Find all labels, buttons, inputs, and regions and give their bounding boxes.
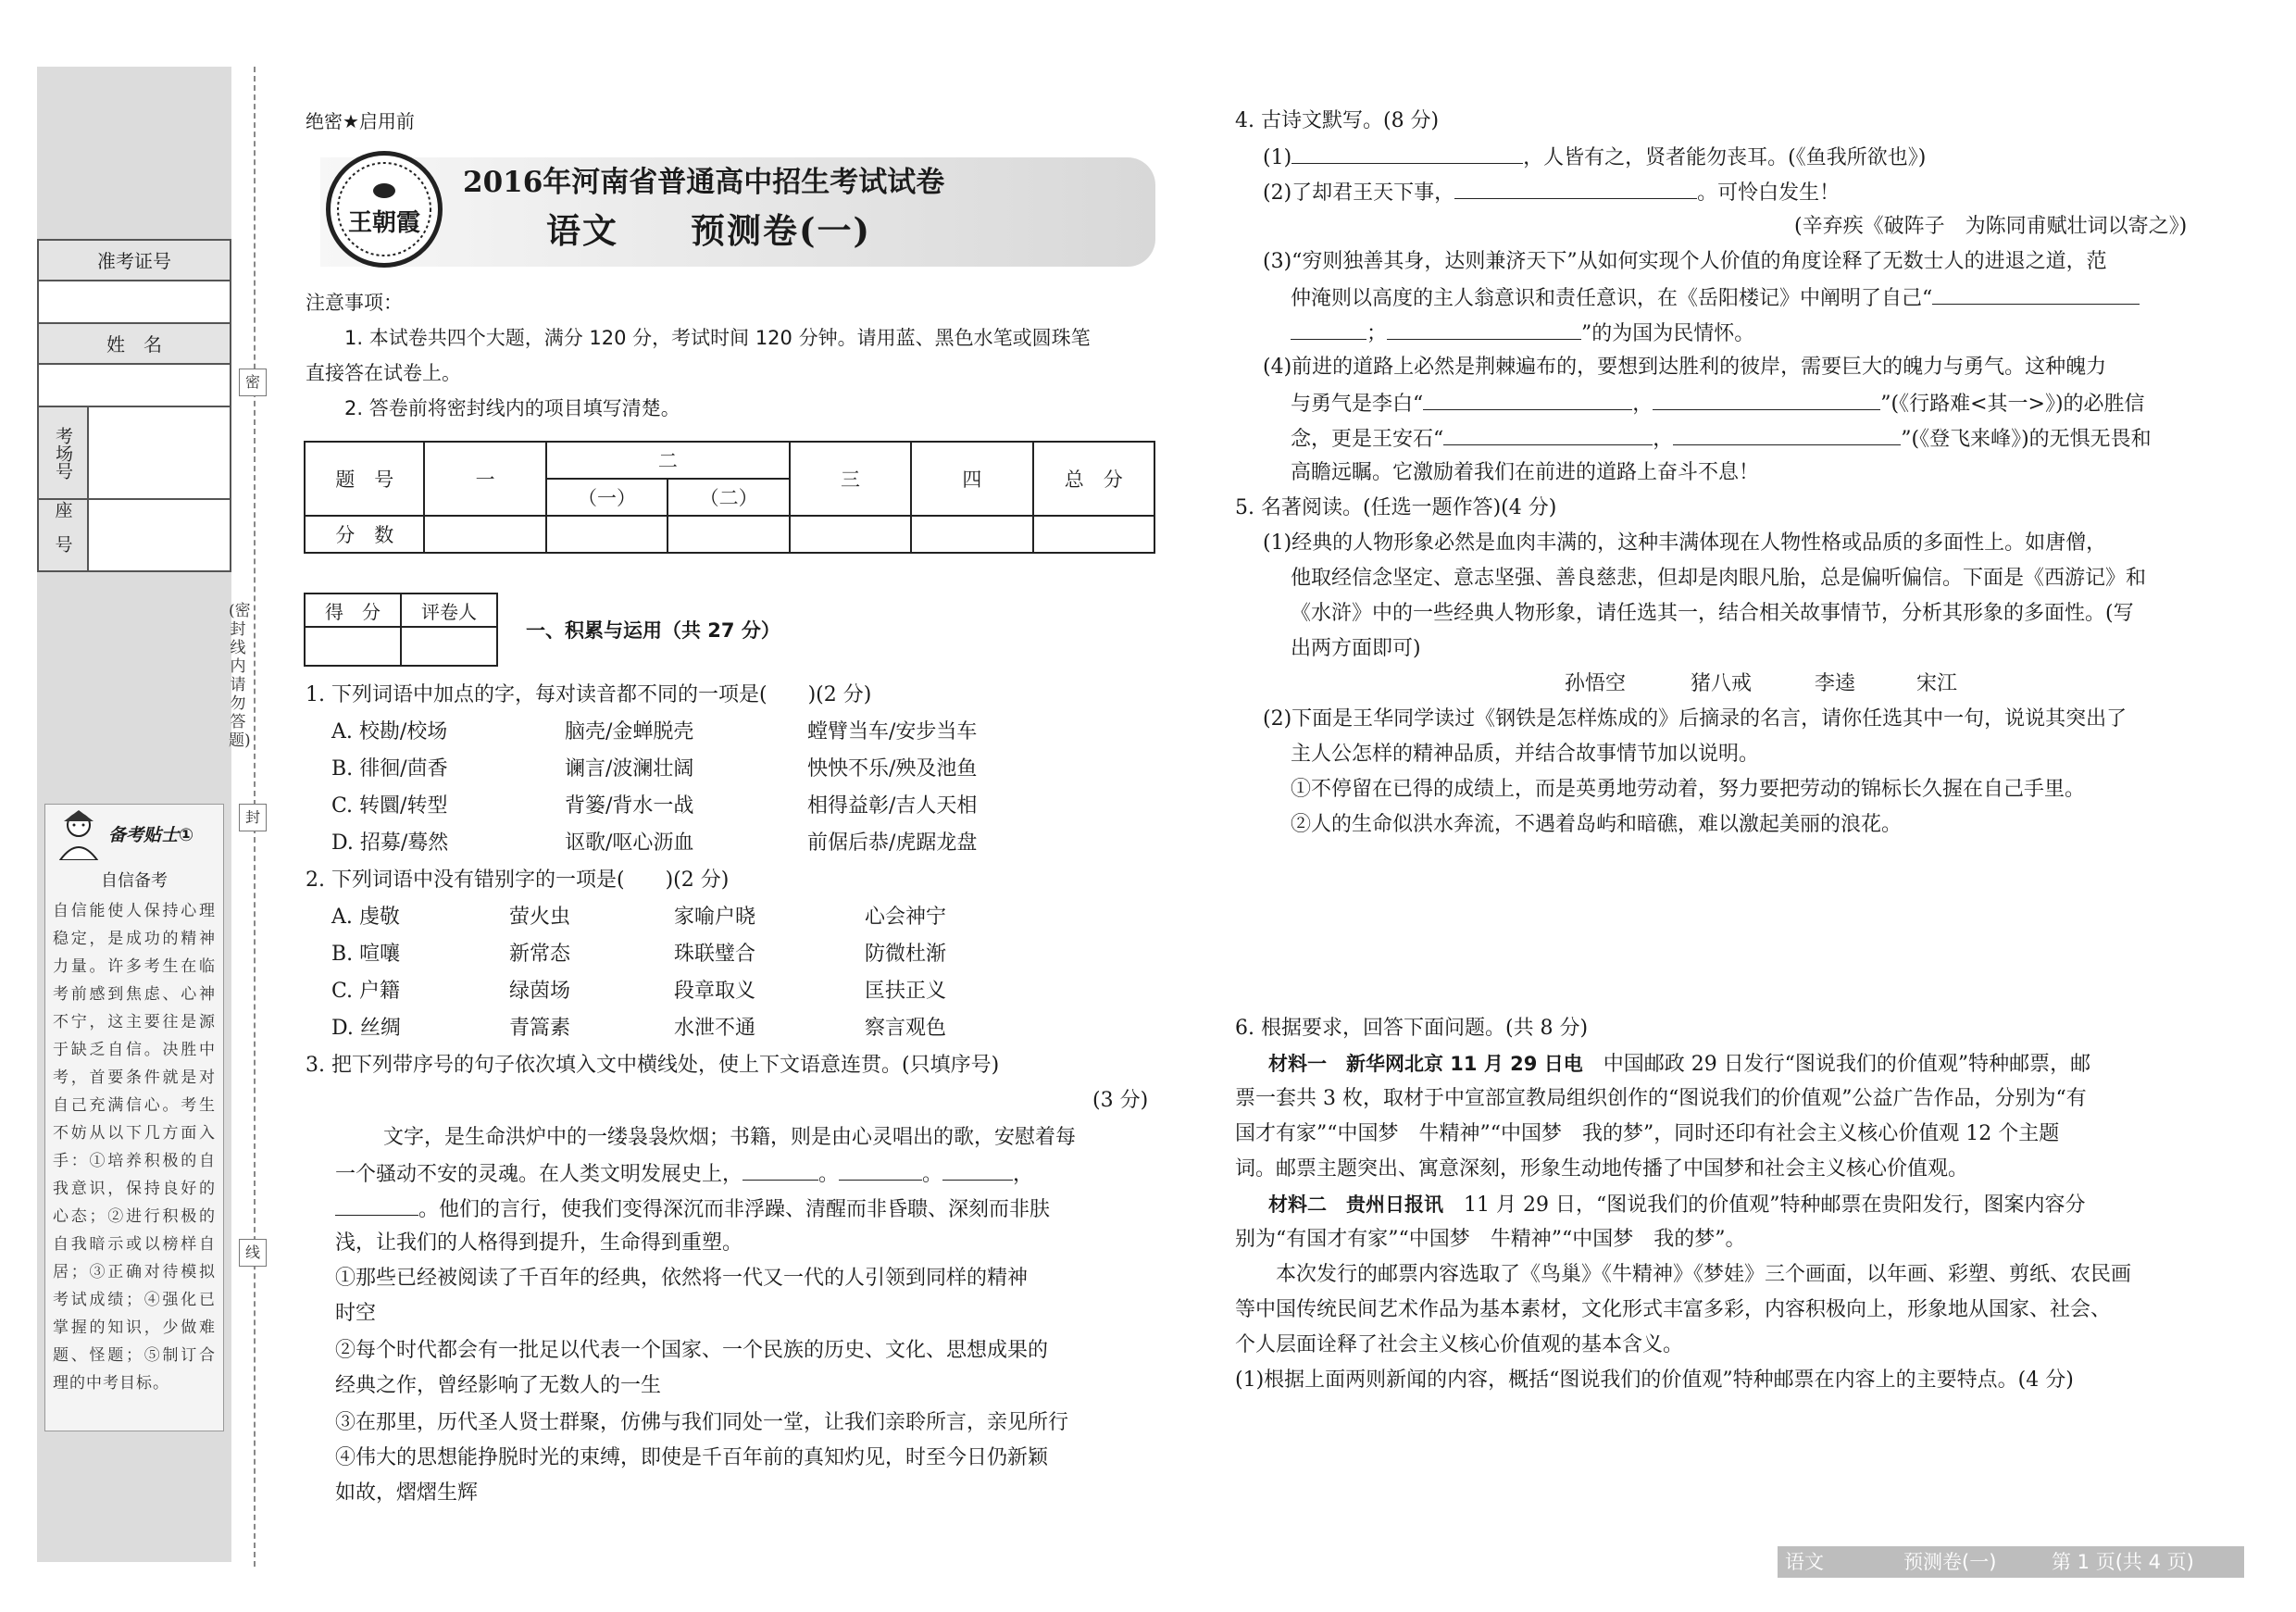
q3-option-4b: 如故，熠熠生辉 [335, 1481, 479, 1505]
q6-m1d: 词。邮票主题突出、寓意深刻，形象生动地传播了中国梦和社会主义核心价值观。 [1235, 1157, 1969, 1181]
q6-m2c: 本次发行的邮票内容选取了《鸟巢》《牛精神》《梦娃》三个画面，以年画、彩塑、剪纸、农民画 [1276, 1263, 2132, 1286]
q2-c-3: 段章取义 [674, 980, 756, 1003]
footer-subject: 语文 [1785, 1551, 1824, 1573]
q3-passage-1: 文字，是生命洪炉中的一缕袅袅炊烟；书籍，则是由心灵唱出的歌，安慰着每 [383, 1126, 1077, 1149]
q4-blank-1[interactable] [1292, 139, 1523, 164]
q6-material-1-tag: 材料一 新华网北京 11 月 29 日电 [1268, 1053, 1583, 1075]
q1-option-b-1: B. 徘徊/茴香 [331, 757, 448, 781]
q4-line-4b-text: 与勇气是李白“ [1291, 393, 1424, 416]
q4-line-2-text: (2)了却君王天下事， [1263, 181, 1455, 205]
q2-c-4: 匡扶正义 [865, 980, 947, 1003]
scholar-mascot-icon [51, 808, 106, 860]
q6-m1b: 票一套共 3 枚，取材于中宣部宣教局组织创作的“图说我们的价值观”公益广告作品，分别为“有 [1235, 1087, 2087, 1110]
q1-option-b-3: 怏怏不乐/殃及池鱼 [807, 757, 978, 781]
exam-room-label: 考场号 [39, 407, 89, 498]
q6-m2e: 个人层面诠释了社会主义核心价值观的基本含义。 [1235, 1333, 1684, 1356]
logo-text: 王朝霞 [347, 209, 420, 237]
grader-score-label: 得 分 [305, 594, 401, 627]
q3-passage-4: 浅，让我们的人格得到提升，生命得到重塑。 [335, 1231, 743, 1255]
score-table-col-1: 一 [424, 442, 545, 516]
exam-room-row [39, 407, 230, 500]
note-2: 2. 答卷前将密封线内的项目填写清楚。 [344, 397, 680, 419]
q2-b-3: 珠联璧合 [674, 943, 756, 966]
q1-option-d-1: D. 招募/蓦然 [331, 831, 449, 855]
q3-passage-2-end: 。 [922, 1163, 943, 1186]
q1-option-c-3: 相得益彰/吉人天相 [807, 794, 978, 818]
q3-passage-2-text: 一个骚动不安的灵魂。在人类文明发展史上， [335, 1163, 743, 1186]
q4-line-2 [1263, 174, 1840, 211]
score-table-col-4: 四 [911, 442, 1032, 516]
q5-p1a: (1)经典的人物形象必然是血肉丰满的，这种丰满体现在人物性格或品质的多面性上。如唐僧， [1263, 531, 2107, 555]
score-cell[interactable] [546, 516, 668, 553]
exam-tip-card [44, 804, 224, 1431]
q3-blank-2[interactable] [839, 1156, 922, 1181]
q4-blank-2[interactable] [1454, 174, 1697, 199]
q1-option-b-2: 谰言/波澜壮阔 [565, 757, 694, 781]
notes-title: 注意事项： [306, 292, 403, 314]
name-field[interactable] [39, 365, 230, 407]
q2-b-1: B. 喧嚷 [331, 943, 401, 966]
q4-line-2-source: (辛弃疾《破阵子 为陈同甫赋壮词以寄之》) [1794, 215, 2188, 238]
footer-paper: 预测卷(一) [1903, 1551, 1997, 1573]
grader-name-label: 评卷人 [401, 594, 497, 627]
seal-mark-feng: 封 [239, 804, 267, 831]
score-cell[interactable] [911, 516, 1032, 553]
q3-option-2b: 经典之作，曾经影响了无数人的一生 [335, 1374, 662, 1397]
q4-comma: ， [1632, 393, 1653, 416]
seat-row [39, 500, 230, 570]
note-1: 1. 本试卷共四个大题，满分 120 分，考试时间 120 分钟。请用蓝、黑色水笔或圆珠笔 [344, 327, 1091, 349]
q3-passage-2: 一个骚动不安的灵魂。在人类文明发展史上， 。 。 ， [335, 1156, 1033, 1193]
q6-m2d: 等中国传统民间艺术作品为基本素材，文化形式丰富多彩，内容积极向上，形象地从国家、社会、 [1235, 1298, 2112, 1321]
q4-sep: ； [1366, 322, 1388, 345]
q4-line-3c [1291, 315, 1754, 352]
q3-blank-1[interactable] [742, 1156, 818, 1181]
q2-stem: 2. 下列词语中没有错别字的一项是( )(2 分) [306, 868, 730, 892]
score-table-col-total: 总 分 [1033, 442, 1154, 516]
q4-line-3b-text: 仲淹则以高度的主人翁意识和责任意识，在《岳阳楼记》中阐明了自己“ [1291, 287, 1933, 310]
q6-m2b: 别为“有国才有家”“中国梦 牛精神”“中国梦 我的梦”。 [1235, 1228, 1746, 1251]
q3-blank-3[interactable] [942, 1156, 1013, 1181]
score-table [304, 441, 1155, 554]
q2-d-2: 青篙素 [509, 1017, 571, 1040]
q4-comma-2: ， [1653, 428, 1674, 451]
q4-line-4h: 高瞻远瞩。它激励着我们在前进的道路上奋斗不息！ [1291, 461, 1760, 484]
q4-line-4g: ”(《登飞来峰》)的无惧无畏和 [1901, 428, 2152, 451]
q2-a-4: 心会神宁 [865, 906, 947, 929]
grader-score-cell[interactable] [305, 627, 401, 666]
q5-name-2: 猪八戒 [1691, 672, 1753, 695]
q3-stem: 3. 把下列带序号的句子依次填入文中横线处，使上下文语意连贯。(只填序号) [306, 1054, 1000, 1077]
q4-line-4e [1291, 420, 2152, 457]
q5-stem: 5. 名著阅读。(任选一题作答)(4 分) [1235, 496, 1557, 519]
q5-sentence-1: ①不停留在已得的成绩上，而是英勇地劳动着，努力要把劳动的锦标长久握在自己手里。 [1291, 778, 2086, 801]
score-cell[interactable] [424, 516, 545, 553]
q3-option-3: ③在那里，历代圣人贤士群聚，仿佛与我们同处一堂，让我们亲聆所言，亲见所行 [335, 1411, 1069, 1434]
q5-p2a: (2)下面是王华同学读过《钢铁是怎样炼成的》后摘录的名言，请你任选其中一句，说说其突出了 [1263, 707, 2128, 731]
q4-line-4a: (4)前进的道路上必然是荆棘遍布的，要想到达胜利的彼岸，需要巨大的魄力与勇气。这种魄力 [1263, 356, 2107, 379]
page-footer [1778, 1546, 2244, 1578]
q4-blank-6[interactable] [1423, 385, 1632, 410]
q3-option-1a: ①那些已经被阅读了千百年的经典，依然将一代又一代的人引领到同样的精神 [335, 1267, 1029, 1290]
q2-c-1: C. 户籍 [331, 980, 401, 1003]
tip-title: 自信备考 [101, 871, 168, 891]
q4-line-3b [1291, 280, 2140, 317]
q1-option-d-2: 讴歌/呕心沥血 [565, 831, 694, 855]
exam-room-field[interactable] [87, 407, 230, 498]
seal-mark-mi: 密 [239, 369, 267, 396]
q6-material-1-text: 中国邮政 29 日发行“图说我们的价值观”特种邮票，邮 [1582, 1053, 2091, 1076]
q6-material-2-line-1 [1268, 1187, 2085, 1223]
exam-subtitle: 语文 预测卷(一) [546, 210, 872, 251]
grader-name-cell[interactable] [401, 627, 497, 666]
q5-p1c: 《水浒》中的一些经典人物形象，请任选其一，结合相关故事情节，分析其形象的多面性。(写 [1291, 602, 2134, 625]
q1-option-c-2: 背篓/背水一战 [565, 794, 694, 818]
q2-a-2: 萤火虫 [509, 906, 571, 929]
score-table-header-tihao: 题 号 [305, 442, 424, 516]
q4-line-3a: (3)“穷则独善其身，达则兼济天下”从如何实现个人价值的角度诠释了无数士人的进退之道，范 [1263, 250, 2107, 273]
q2-b-4: 防微杜渐 [865, 943, 947, 966]
q4-line-1-num: (1) [1263, 146, 1292, 169]
q6-m1c: 国才有家”“中国梦 牛精神”“中国梦 我的梦”，同时还印有社会主义核心价值观 12 个主题 [1235, 1122, 2060, 1145]
q1-option-a-3: 螳臂当车/安步当车 [807, 720, 978, 744]
q1-option-a-2: 脑壳/金蝉脱壳 [565, 720, 694, 744]
q4-stem: 4. 古诗文默写。(8 分) [1235, 109, 1440, 132]
q5-p1d: 出两方面即可) [1291, 637, 1421, 660]
section-1-title: 一、积累与运用（共 27 分） [526, 619, 780, 642]
q4-line-2-end: 。可怜白发生！ [1697, 181, 1841, 205]
q2-a-1: A. 虔敬 [331, 906, 400, 929]
q5-sentence-2: ②人的生命似洪水奔流，不遇着岛屿和暗礁，难以激起美丽的浪花。 [1291, 813, 1903, 836]
q3-option-4a: ④伟大的思想能挣脱时光的束缚，即使是千百年前的真知灼见，时至今日仍新颖 [335, 1446, 1049, 1469]
q2-d-4: 察言观色 [865, 1017, 947, 1040]
q4-line-4b [1291, 385, 2145, 422]
q6-sub-1: (1)根据上面两则新闻的内容，概括“图说我们的价值观”特种邮票在内容上的主要特点。(4 分) [1235, 1368, 2074, 1392]
score-table-row-fenshu: 分 数 [305, 516, 424, 553]
candidate-info-box [37, 239, 231, 572]
score-table-col-2a: （一） [546, 479, 668, 516]
q4-blank-3[interactable] [1932, 280, 2140, 305]
seal-note: (密封线内请勿答题) [229, 602, 251, 750]
confidential-mark: 绝密★启用前 [306, 110, 415, 132]
tip-badge: 备考贴士① [108, 825, 194, 845]
score-table-col-2b: （二） [668, 479, 790, 516]
q6-material-1-line-1 [1268, 1046, 2090, 1082]
seat-label: 座号 [39, 500, 89, 570]
q3-passage-3-text: 。他们的言行，使我们变得深沉而非浮躁、清醒而非昏聩、深刻而非肤 [418, 1198, 1051, 1221]
q6-material-2-tag: 材料二 贵州日报讯 [1268, 1193, 1443, 1216]
footer-page: 第 1 页(共 4 页) [2052, 1551, 2194, 1573]
q4-line-4d: ”(《行路难<其一>》)的必胜信 [1880, 393, 2145, 416]
q4-blank-7[interactable] [1653, 385, 1880, 410]
note-1-cont: 直接答在试卷上。 [306, 362, 461, 384]
q5-name-4: 宋江 [1916, 672, 1958, 695]
q4-line-1-text: ，人皆有之，贤者能勿丧耳。(《鱼我所欲也》) [1523, 146, 1927, 169]
exam-number-label: 准考证号 [39, 241, 230, 281]
score-cell[interactable] [790, 516, 911, 553]
q2-a-3: 家喻户晓 [674, 906, 756, 929]
q5-name-3: 李逵 [1815, 672, 1856, 695]
q1-option-a-1: A. 校勘/校场 [331, 720, 448, 744]
q2-b-2: 新常态 [509, 943, 571, 966]
q5-p2b: 主人公怎样的精神品质，并结合故事情节加以说明。 [1291, 743, 1760, 766]
q4-blank-8[interactable] [1443, 420, 1653, 445]
q4-blank-5[interactable] [1387, 315, 1581, 340]
score-table-col-3: 三 [790, 442, 911, 516]
q2-c-2: 绿茵场 [509, 980, 571, 1003]
name-label: 姓 名 [39, 324, 230, 365]
seal-mark-xian: 线 [239, 1239, 267, 1267]
score-table-col-2: 二 [546, 442, 790, 479]
q4-line-4e-text: 念，更是王安石“ [1291, 428, 1444, 451]
q4-line-3d: ”的为国为民情怀。 [1581, 322, 1755, 345]
q3-passage-3 [335, 1191, 1050, 1228]
q1-option-c-1: C. 转圜/转型 [331, 794, 448, 818]
q6-material-2-text: 11 月 29 日，“图说我们的价值观”特种邮票在贵阳发行，图案内容分 [1443, 1193, 2086, 1217]
exam-number-field[interactable] [39, 281, 230, 324]
q3-option-2a: ②每个时代都会有一批足以代表一个国家、一个民族的历史、文化、思想成果的 [335, 1339, 1049, 1362]
q5-name-1: 孙悟空 [1565, 672, 1627, 695]
tip-body: 自信能使人保持心理稳定，是成功的精神力量。许多考生在临考前感到焦虑、心神不宁，这主要往是源于缺乏自信。决胜中考，首要条件就是对自己充满信心。考生不妨从以下几方面入手：①培养积极的自我意识，保持良好的心态；②进行积极的自我暗示或以榜样自居；③正确对待模拟考试成绩；④强化已掌握的知识，少做难题、怪题；⑤制订合理的中考目标。 [53, 902, 216, 1393]
q3-score: (3 分) [1092, 1089, 1149, 1112]
q5-p1b: 他取经信念坚定、意志坚强、善良慈悲，但却是肉眼凡胎，总是偏听偏信。下面是《西游记》和 [1291, 567, 2147, 590]
q4-blank-4[interactable] [1291, 315, 1366, 340]
score-cell[interactable] [668, 516, 790, 553]
exam-title: 2016年河南省普通高中招生考试试卷 [463, 166, 945, 199]
q2-d-3: 水泄不通 [674, 1017, 756, 1040]
q3-blank-4[interactable] [335, 1191, 418, 1216]
score-cell[interactable] [1033, 516, 1154, 553]
tip-card-header [45, 805, 223, 860]
grader-box [304, 593, 498, 667]
q1-stem: 1. 下列词语中加点的字，每对读音都不同的一项是( )(2 分) [306, 683, 872, 706]
seat-field[interactable] [87, 500, 230, 570]
q4-blank-9[interactable] [1673, 420, 1901, 445]
q6-stem: 6. 根据要求，回答下面问题。(共 8 分) [1235, 1017, 1589, 1040]
publisher-logo [326, 151, 443, 268]
q2-d-1: D. 丝绸 [331, 1017, 401, 1040]
q4-line-1 [1263, 139, 1926, 176]
q1-option-d-3: 前倨后恭/虎踞龙盘 [807, 831, 978, 855]
q3-option-1b: 时空 [335, 1302, 377, 1325]
